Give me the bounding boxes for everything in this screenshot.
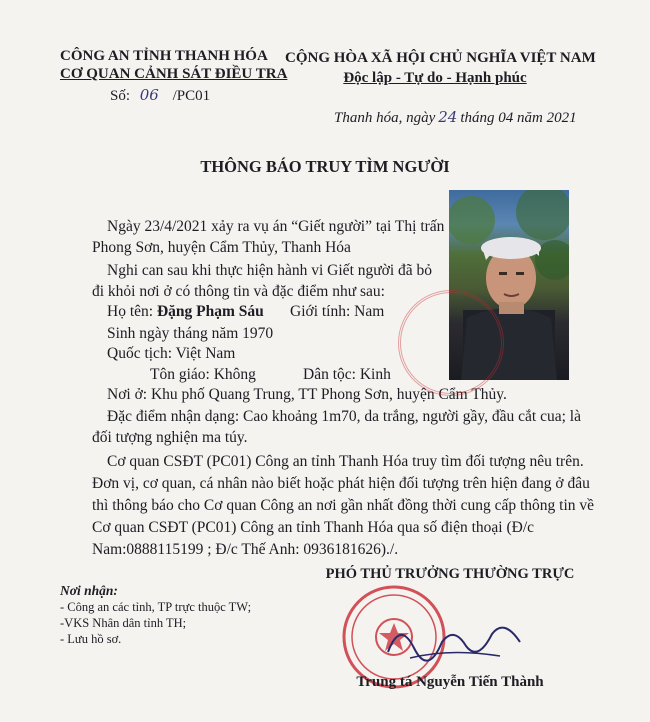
number-suffix: /PC01 [172,88,211,104]
document-number [110,86,210,105]
suspect-religion: Tôn giáo: Không [150,366,256,383]
notice-line-3: thì thông báo cho Cơ quan Công an nơi gần nhất đồng thời cung cấp thông tin về [92,497,595,514]
number-label: Số: [110,88,131,104]
unit-name: CƠ QUAN CẢNH SÁT ĐIỀU TRA [60,66,288,82]
recipient-item: - Lưu hồ sơ. [60,632,122,646]
recipient-item: - Công an các tỉnh, TP trực thuộc TW; [60,600,252,614]
notice-line-5: Nam:0888115199 ; Đ/c Thế Anh: 0936181626)./. [92,541,399,558]
suspect-residence: Nơi ở: Khu phố Quang Trung, TT Phong Sơn, huyện Cẩm Thủy. [107,386,507,403]
incident-line-1: Ngày 23/4/2021 xảy ra vụ án “Giết người” tại Thị trấn [107,218,445,235]
official-stamp-faded [398,290,504,396]
features-line-2: đối tượng nghiện ma túy. [92,429,248,446]
incident-line-2: Phong Sơn, huyện Cẩm Thủy, Thanh Hóa [92,239,351,256]
incident-line-3: Nghi can sau khi thực hiện hành vi Giết người đã bỏ [107,262,433,279]
suspect-birth: Sinh ngày tháng năm 1970 [107,325,274,342]
suspect-name-row [107,301,264,322]
suspect-gender: Giới tính: Nam [290,303,385,320]
agency-name: CÔNG AN TỈNH THANH HÓA [60,48,268,64]
name-label: Họ tên: [107,303,154,320]
recipient-item: -VKS Nhân dân tỉnh TH; [60,616,187,630]
date-day: 24 [438,108,458,126]
notice-line-4: Cơ quan CSĐT (PC01) Công an tỉnh Thanh Hóa qua số điện thoại (Đ/c [92,519,535,536]
incident-line-4: đi khỏi nơi ở có thông tin và đặc điểm như sau: [92,283,385,300]
national-motto: Độc lập - Tự do - Hạnh phúc [343,70,527,86]
country-name: CỘNG HÒA XÃ HỘI CHỦ NGHĨA VIỆT NAM [285,50,596,66]
signer-position: PHÓ THỦ TRƯỞNG THƯỜNG TRỰC [325,566,575,582]
issue-date [334,108,577,127]
features-line-1: Đặc điểm nhận dạng: Cao khoảng 1m70, da trắng, người gầy, đầu cắt cua; là [107,408,581,425]
date-suffix: tháng 04 năm 2021 [460,110,577,126]
suspect-nationality: Quốc tịch: Việt Nam [107,345,236,362]
signer-name: Trung tá Nguyễn Tiến Thành [356,674,544,690]
number-value: 06 [139,86,159,104]
notice-line-1: Cơ quan CSĐT (PC01) Công an tỉnh Thanh Hóa truy tìm đối tượng nêu trên. [107,453,584,470]
recipients-heading: Nơi nhận: [60,583,118,598]
page-title: THÔNG BÁO TRUY TÌM NGƯỜI [200,157,450,176]
notice-line-2: Đơn vị, cơ quan, cá nhân nào biết hoặc phát hiện đối tượng trên hiện đang ở đâu [92,475,590,492]
handwritten-signature [380,612,530,672]
suspect-name: Đặng Phạm Sáu [156,303,264,320]
date-prefix: Thanh hóa, ngày [334,110,436,126]
suspect-ethnicity: Dân tộc: Kinh [303,366,391,383]
